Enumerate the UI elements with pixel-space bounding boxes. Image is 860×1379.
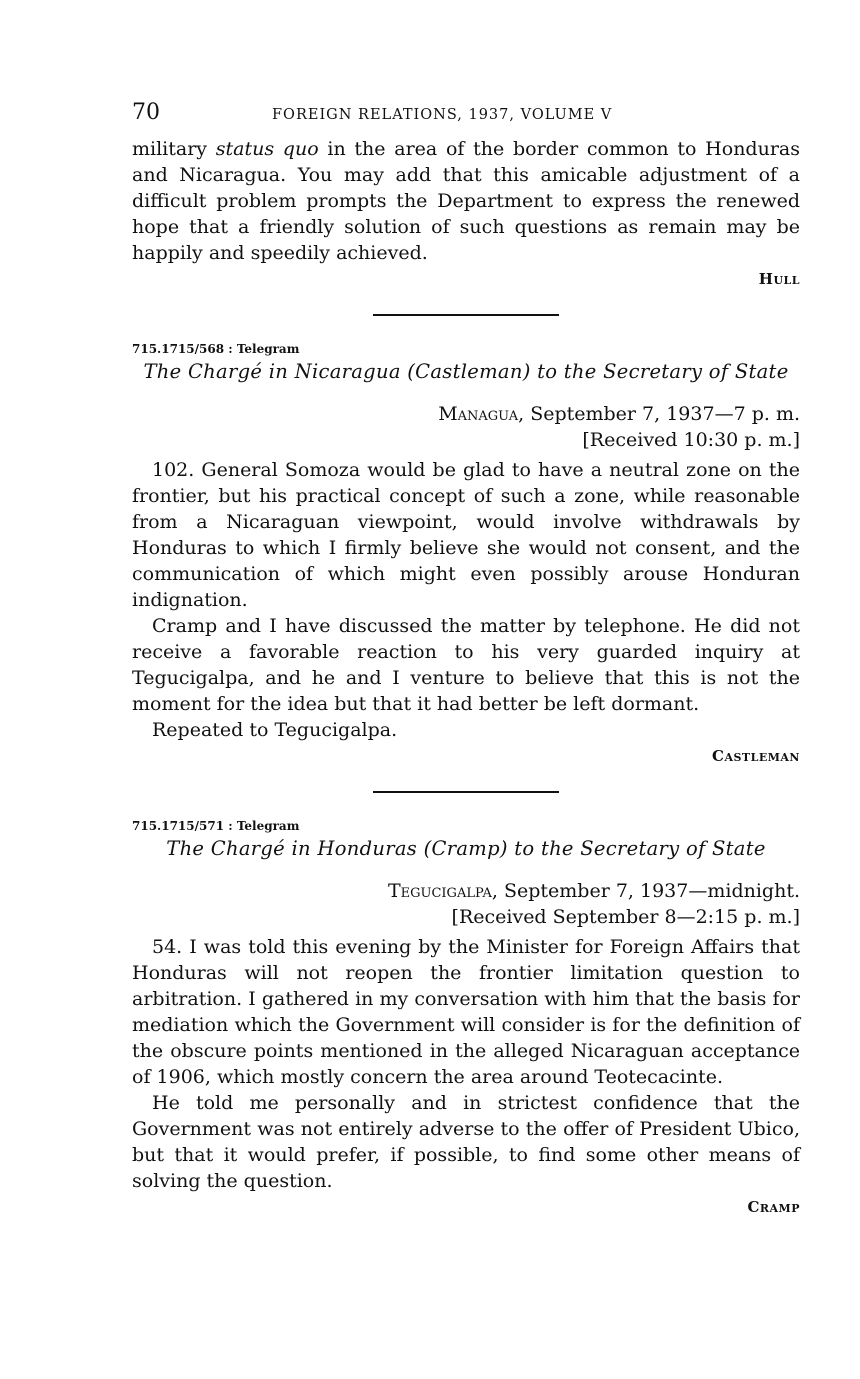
file-reference: 715.1715/571 : Telegram — [132, 819, 300, 833]
paragraph: Cramp and I have discussed the matter by telephone. He did not receive a favorable reaction to his very guarded inquiry at Tegucigalpa, and he and I venture to believe that this is not the moment for the idea but that it had better be left dormant. — [132, 615, 800, 715]
dateline — [132, 878, 800, 904]
paragraph: 102. General Somoza would be glad to have a neutral zone on the frontier, but his practical concept of such a zone, while reasonable from a Nicaraguan viewpoint, would involve withdrawals by Honduras to which I firmly believe she would not consent, and the communication of which might even possibly arouse Honduran indignation. — [132, 459, 800, 611]
dateline-date: , September 7, 1937—7 p. m. — [518, 403, 800, 425]
continuation-paragraph: military status quo in the area of the border common to Honduras and Nicaragua. You may add that this amicable adjustment of a difficult problem prompts the Department to express the renewed hope that a friendly solution of such questions as remain may be happily and speedily achieved. — [132, 138, 800, 264]
dateline-place: Tegucigalpa — [387, 880, 492, 902]
signature-cramp: Cramp — [747, 1198, 800, 1216]
document-title: The Chargé in Honduras (Cramp) to the Secretary of State — [166, 837, 766, 860]
section-divider — [373, 791, 559, 793]
received-line: [Received 10:30 p. m.] — [582, 429, 800, 451]
signature-hull: Hull — [758, 270, 800, 288]
paragraph: 54. I was told this evening by the Minister for Foreign Affairs that Honduras will not reopen the frontier limitation question to arbitration. I gathered in my conversation with him that the basis for mediation which the Government will consider is for the definition of the obscure points mentioned in the alleged Nicaraguan acceptance of 1906, which mostly concern the area around Teotecacinte. — [132, 936, 800, 1088]
telegram-body — [132, 457, 800, 743]
paragraph: He told me personally and in strictest confidence that the Government was not entirely adverse to the offer of President Ubico, but that it would prefer, if possible, to find some other means of solving the question. — [132, 1092, 800, 1192]
document-title: The Chargé in Nicaragua (Castleman) to the Secretary of State — [143, 360, 789, 383]
page-number: 70 — [132, 100, 160, 125]
dateline-place: Managua — [438, 403, 519, 425]
section-divider — [373, 314, 559, 316]
telegram-body — [132, 934, 800, 1194]
paragraph: Repeated to Tegucigalpa. — [152, 719, 398, 741]
received-line: [Received September 8—2:15 p. m.] — [451, 906, 800, 928]
file-reference: 715.1715/568 : Telegram — [132, 342, 300, 356]
page-header — [132, 100, 800, 136]
dateline-date: , September 7, 1937—midnight. — [491, 880, 800, 902]
document-page — [132, 100, 800, 1216]
signature-castleman: Castleman — [712, 747, 800, 765]
running-title: FOREIGN RELATIONS, 1937, VOLUME V — [272, 107, 613, 123]
emphasis-text: status quo — [215, 138, 319, 160]
dateline — [132, 401, 800, 427]
